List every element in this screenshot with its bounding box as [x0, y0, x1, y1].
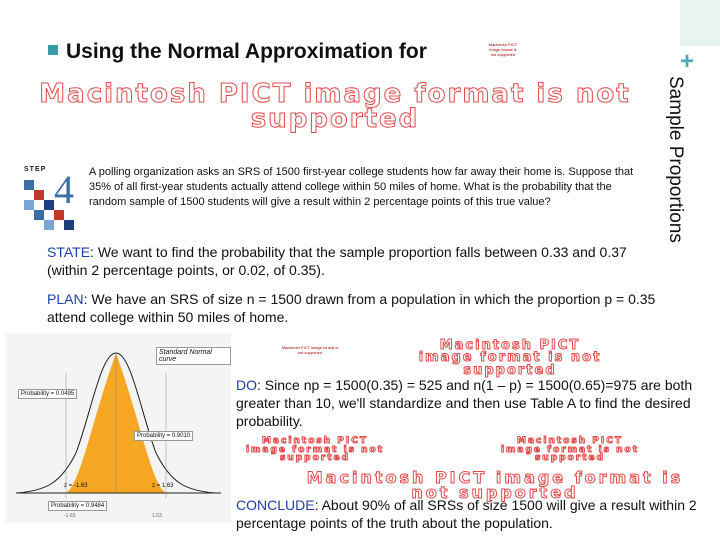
- prob-left-label: Probability = 0.0495: [18, 389, 77, 399]
- tiny-unsupported-image-2: Macintosh PICT image format is not supported: [281, 345, 339, 355]
- tiny-unsupported-image: Macintosh PICT image format is not supported: [488, 42, 518, 57]
- conclude-keyword: CONCLUDE: [236, 497, 315, 513]
- step-number: 4: [54, 167, 74, 212]
- slide-title: Using the Normal Approximation for: [48, 40, 427, 64]
- unsupported-image-do: Macintosh PICT image format is not supported: [418, 338, 602, 378]
- axis-right-label: 1.63: [152, 513, 162, 519]
- do-keyword: DO: [236, 377, 257, 393]
- unsupported-image-c3: Macintosh PICT image format is not supported: [306, 468, 684, 503]
- prob-bottom-label: Probability = 0.9484: [48, 501, 107, 511]
- problem-text: A polling organization asks an SRS of 1500 first-year college students how far away their home is. Suppose that 35% of all first-year students actually attend college within 50 miles of home. What is the probability that the random sample of 1500 students will give a result within 2 percentage points of this true value?: [89, 166, 634, 208]
- state-keyword: STATE: [47, 244, 91, 260]
- prob-mid-label: Probability = 0.9010: [134, 431, 193, 441]
- axis-left-label: -1.63: [64, 513, 76, 519]
- conclude-paragraph: CONCLUDE: About 90% of all SRSs of size 1500 will give a result within 2 percentage points of the truth about the population.: [236, 497, 697, 531]
- state-paragraph: STATE: We want to find the probability that the sample proportion falls between 0.33 and 0.37 (within 2 percentage points, or 0.02, of 0.35).: [47, 244, 627, 278]
- step-label: STEP: [24, 166, 47, 173]
- corner-decoration: [680, 0, 720, 46]
- curve-label: Standard Normal curve: [156, 347, 231, 365]
- z-right-label: z = 1.63: [152, 483, 174, 489]
- normal-curve-graph: [6, 333, 231, 523]
- plus-icon: +: [680, 48, 695, 75]
- z-left-label: z = -1.63: [64, 483, 88, 489]
- unsupported-image-c1: Macintosh PICT image format is not supported: [245, 436, 385, 464]
- plan-paragraph: PLAN: We have an SRS of size n = 1500 drawn from a population in which the proportion p = 0.35 attend college within 50 miles of home.: [47, 291, 656, 325]
- bullet-icon: [48, 45, 58, 55]
- unsupported-image-banner: Macintosh PICT image format is not supported: [39, 79, 631, 134]
- side-label: Sample Proportions: [665, 76, 686, 243]
- plan-keyword: PLAN: [47, 291, 84, 307]
- do-paragraph: DO: Since np = 1500(0.35) = 525 and n(1 – p) = 1500(0.65)=975 are both greater than 10, we'll standardize and then use Table A to find the desired probability.: [236, 377, 693, 429]
- unsupported-image-c2: Macintosh PICT image format is not supported: [500, 436, 640, 464]
- step-4-graphic: [22, 162, 80, 232]
